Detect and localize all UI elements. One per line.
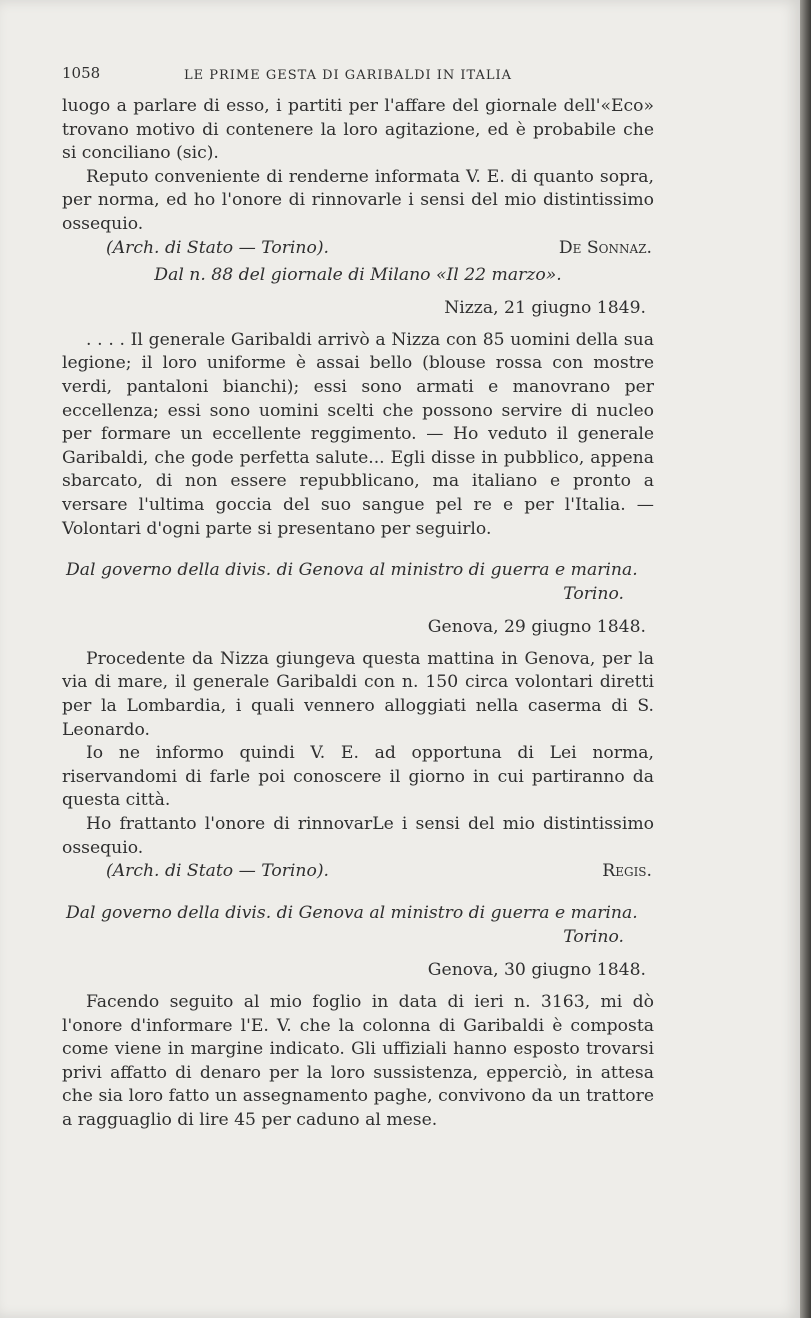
document-date: Genova, 30 giugno 1848. [427,960,646,981]
paragraph: Procedente da Nizza giungeva questa mattina in Genova, per la via di mare, il generale Garibaldi con n. 150 circa volontari diretti per la Lombardia, i quali vennero alloggiati nella caserma di S. Leonardo. [62,648,654,740]
paragraph: Io ne informo quindi V. E. ad opportuna di Lei norma, riservandomi di farle poi conoscere il giorno in cui partiranno da questa città. [62,743,654,811]
paragraph: Facendo seguito al mio foglio in data di ieri n. 3163, mi dò l'onore d'informare l'E. V. che la colonna di Garibaldi è composta come viene in margine indicato. Gli uffiziali hanno esposto trovarsi privi affatto di denaro per la loro sussistenza, epperciò, in attesa che sia loro fatto un assegnamento paghe, convivono da un trattore a ragguaglio di lire 45 per caduno al mese. [62,992,654,1130]
paragraph: . . . . Il generale Garibaldi arrivò a Nizza con 85 uomini della sua legione; il loro uniforme è assai bello (blouse rossa con mostre verdi, pantaloni bianchi); essi sono armati e manovrano per eccellenza; essi sono uomini scelti che possono servire di nucleo per formare un eccellente reggimento. — Ho veduto il generale Garibaldi, che gode perfetta salute... Egli disse in pubblico, appena sbarcato, di non essere repubblicano, ma italiano e pronto a versare l'ultima goccia del suo sangue pel re e per l'Italia. — Volontari d'ogni parte si presentano per seguirlo. [62,329,654,539]
signature: Regis. [602,861,652,882]
paragraph: luogo a parlare di esso, i partiti per l'affare del giornale dell'«Eco» trovano motivo di contenere la loro agitazione, ed è probabile che si conciliano (sic). [62,96,654,164]
document-source-place: Torino. [563,926,624,947]
document-source: Dal governo della divis. di Genova al ministro di guerra e marina. [66,560,638,581]
running-title: LE PRIME GESTA DI GARIBALDI IN ITALIA [184,68,513,83]
document-source-place: Torino. [563,583,624,604]
paragraph: Reputo conveniente di renderne informata V. E. di quanto sopra, per norma, ed ho l'onore di rinnovarle i sensi del mio distintissimo ossequio. [62,166,654,234]
document-date: Genova, 29 giugno 1848. [427,617,646,638]
document-date: Nizza, 21 giugno 1849. [444,298,646,319]
book-spine-shadow [800,0,811,1318]
page-body [62,95,654,1133]
document-source: Dal governo della divis. di Genova al ministro di guerra e marina. [66,903,638,924]
page-number: 1058 [62,64,101,82]
signature: De Sonnaz. [558,237,652,258]
signature-line [62,860,654,884]
signature-line [62,237,654,261]
document-source: Dal n. 88 del giornale di Milano «Il 22 marzo». [154,264,562,285]
archive-reference: (Arch. di Stato — Torino). [106,861,329,882]
archive-reference: (Arch. di Stato — Torino). [106,237,329,258]
paragraph: Ho frattanto l'onore di rinnovarLe i sensi del mio distintissimo ossequio. [62,814,654,858]
page-header [62,62,654,82]
